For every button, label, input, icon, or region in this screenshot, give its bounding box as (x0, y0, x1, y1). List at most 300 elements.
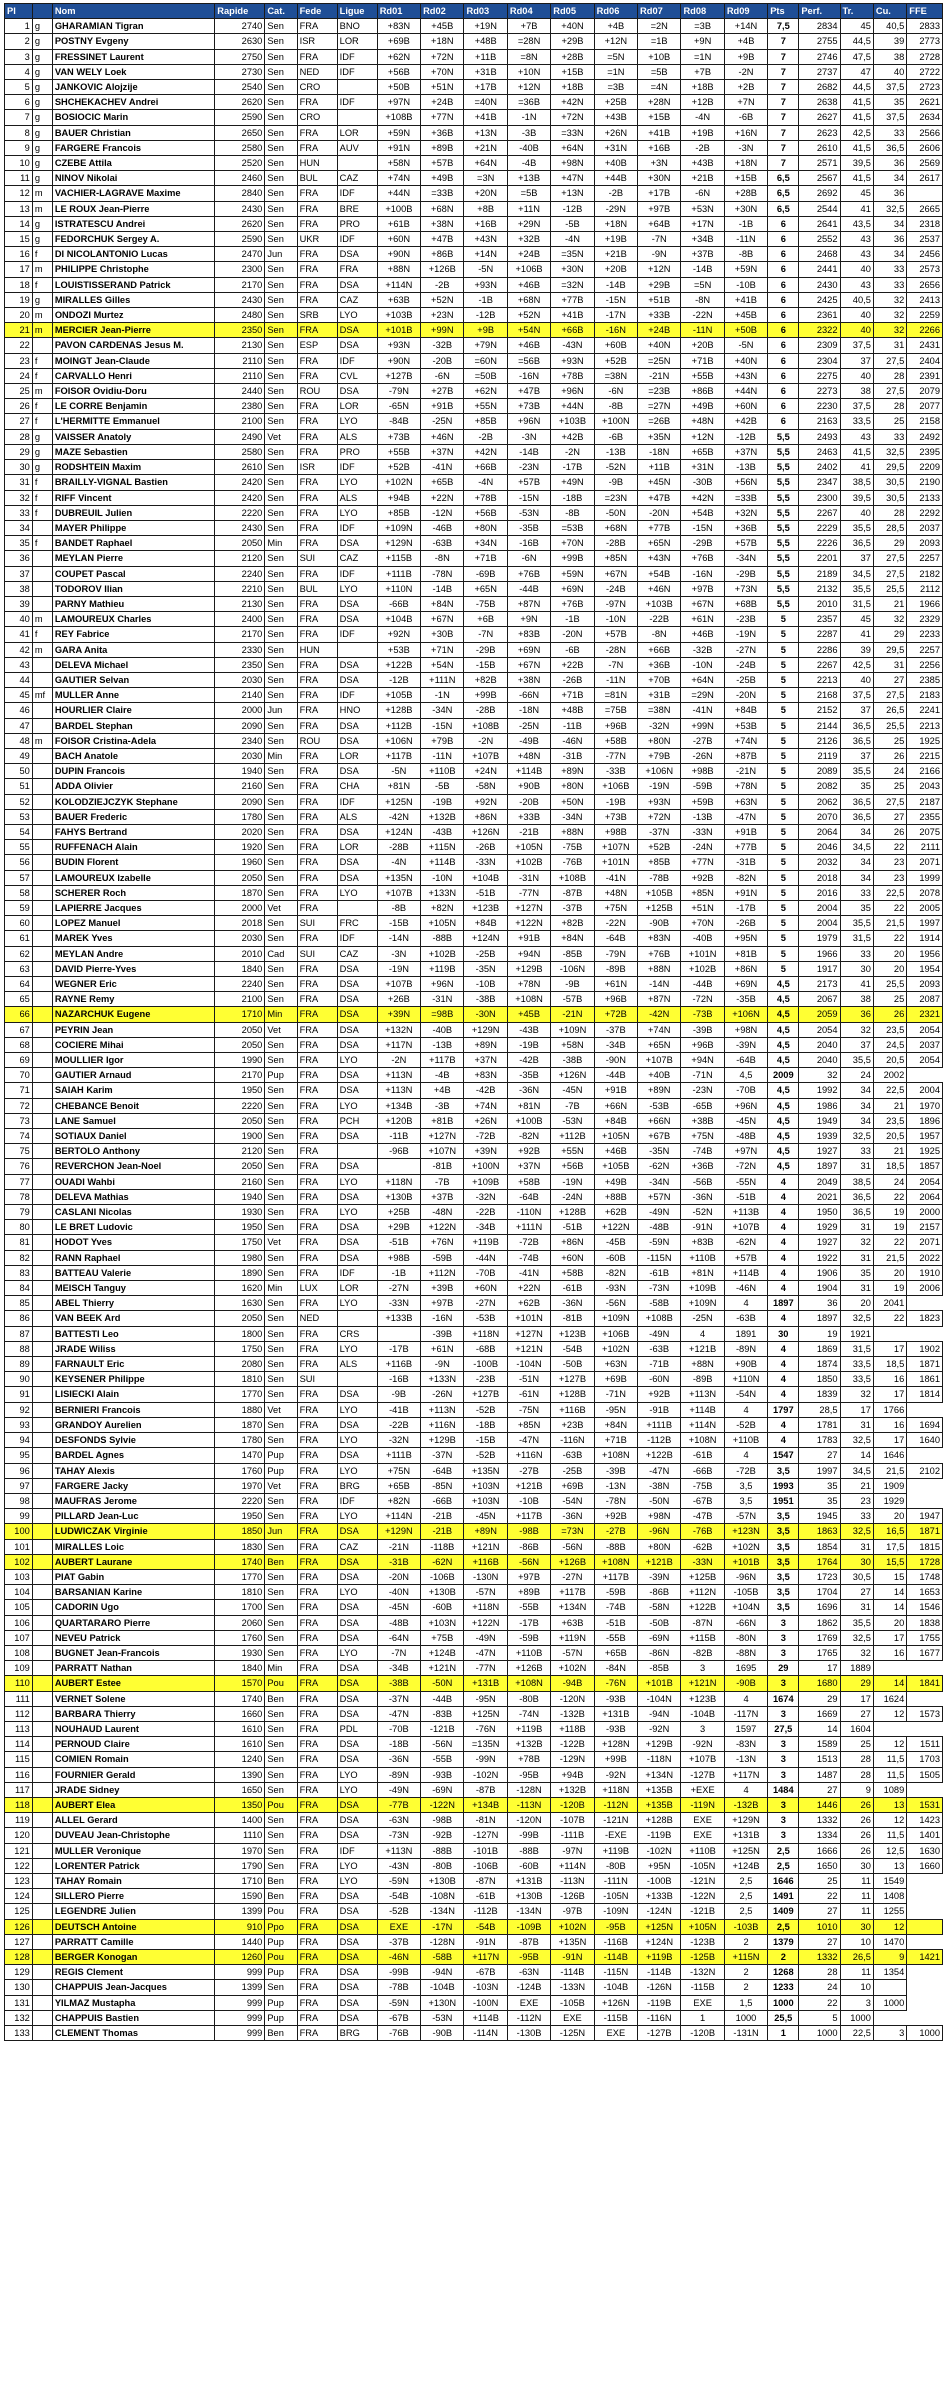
cell-name: LAPIERRE Jacques (52, 900, 214, 915)
cell-category: Sen (265, 596, 297, 611)
cell-points: 3,5 (768, 1600, 799, 1615)
cell-rating: 2030 (215, 931, 265, 946)
cell-title (32, 1554, 52, 1569)
cell-category: Ben (265, 2026, 297, 2041)
cell-round-5: +50N (551, 794, 594, 809)
cell-rating: 2590 (215, 232, 265, 247)
cell-ffe-rating: 1755 (907, 1630, 943, 1645)
cell-round-7: -19N (638, 779, 681, 794)
cell-name: MULLER Veronique (52, 1843, 214, 1858)
cell-league: DSA (337, 824, 377, 839)
cell-round-2: -21B (421, 1509, 464, 1524)
cell-round-8: +42N (681, 490, 724, 505)
cell-tiebreak: 35 (840, 779, 873, 794)
cell-rating: 1930 (215, 1645, 265, 1660)
cell-category: Sen (265, 961, 297, 976)
cell-category: Sen (265, 140, 297, 155)
cell-round-1: -17B (377, 1341, 420, 1356)
cell-league: DSA (337, 1007, 377, 1022)
cell-round-2: =98B (421, 1007, 464, 1022)
cell-title (32, 748, 52, 763)
cell-round-3: +79N (464, 338, 507, 353)
cell-performance: 2201 (799, 551, 840, 566)
cell-name: BERGER Konogan (52, 1950, 214, 1965)
cell-round-1: +109N (377, 520, 420, 535)
cell-round-4: -120N (507, 1813, 550, 1828)
cell-round-5: -36N (551, 1296, 594, 1311)
cell-ffe-rating: 1401 (907, 1828, 943, 1843)
cell-category: Min (265, 1007, 297, 1022)
cell-league: IDF (337, 627, 377, 642)
cell-rating: 1700 (215, 1600, 265, 1615)
cell-place: 3 (5, 49, 33, 64)
cell-round-3: -23B (464, 1372, 507, 1387)
cell-place: 81 (5, 1235, 33, 1250)
cell-name: PARRATT Camille (52, 1934, 214, 1949)
table-row (5, 323, 943, 338)
cell-tiebreak: 37 (840, 1037, 873, 1052)
cell-place: 106 (5, 1615, 33, 1630)
cell-performance: 1723 (799, 1569, 840, 1584)
cell-round-8: +18B (681, 80, 724, 95)
cell-round-6: +4B (594, 19, 637, 34)
cell-round-1: +102N (377, 475, 420, 490)
cell-performance: 2322 (799, 323, 840, 338)
cell-title (32, 1813, 52, 1828)
cell-round-3: -15B (464, 1433, 507, 1448)
cell-category: Sen (265, 672, 297, 687)
cell-performance: 1897 (799, 1311, 840, 1326)
cell-category: Sen (265, 292, 297, 307)
cell-round-4: +96N (507, 414, 550, 429)
cell-round-6: +46B (594, 1144, 637, 1159)
cell-tiebreak: 32,5 (840, 1630, 873, 1645)
cell-round-3: -10B (464, 977, 507, 992)
cell-round-6: +68N (594, 520, 637, 535)
cell-round-7: +74N (638, 1022, 681, 1037)
cell-round-9: +69N (724, 977, 767, 992)
cell-round-6: -55B (594, 1630, 637, 1645)
cell-tiebreak: 31,5 (840, 1341, 873, 1356)
cell-title (32, 1250, 52, 1265)
cell-rating: 1810 (215, 1372, 265, 1387)
cell-round-1: +114N (377, 1509, 420, 1524)
cell-league: DSA (337, 961, 377, 976)
cell-league: DSA (337, 992, 377, 1007)
cell-name: CZEBE Attila (52, 156, 214, 171)
cell-federation: FRA (297, 1767, 337, 1782)
cell-performance: 2040 (799, 1053, 840, 1068)
cell-round-9: -10B (724, 277, 767, 292)
cell-name: VAISSER Anatoly (52, 429, 214, 444)
cell-round-2: +89B (421, 140, 464, 155)
cell-title (32, 931, 52, 946)
cell-rating: 2120 (215, 1144, 265, 1159)
cell-round-3: -114N (464, 2026, 507, 2041)
cell-round-7: +41B (638, 125, 681, 140)
cell-points: 4 (768, 1265, 799, 1280)
table-row (5, 1144, 943, 1159)
cell-name: L'HERMITTE Emmanuel (52, 414, 214, 429)
cell-points: 1951 (768, 1493, 799, 1508)
cell-round-3: -127N (464, 1828, 507, 1843)
cell-category: Sen (265, 1357, 297, 1372)
cell-round-3: -91N (464, 1934, 507, 1949)
cell-ffe-rating: 1925 (907, 733, 943, 748)
cell-round-1: -54B (377, 1889, 420, 1904)
cell-round-6: -37B (594, 1022, 637, 1037)
cell-round-9: +91N (724, 885, 767, 900)
cell-round-5: -54N (551, 1493, 594, 1508)
cell-round-2: +117B (421, 1053, 464, 1068)
cell-title (32, 566, 52, 581)
cell-federation: FRA (297, 1509, 337, 1524)
cell-round-6: -116B (594, 1934, 637, 1949)
cell-round-2: +54N (421, 657, 464, 672)
cell-round-8: EXE (681, 1813, 724, 1828)
cell-round-5: -129N (551, 1752, 594, 1767)
cell-round-9: +42B (724, 414, 767, 429)
cell-points: 7 (768, 156, 799, 171)
cell-rating: 1780 (215, 809, 265, 824)
cell-category: Sen (265, 718, 297, 733)
cell-league: DSA (337, 1524, 377, 1539)
cell-place: 103 (5, 1569, 33, 1584)
cell-round-4: -20B (507, 794, 550, 809)
cell-ffe-rating: 2077 (907, 399, 943, 414)
cell-federation: FRA (297, 1797, 337, 1812)
cell-performance: 5 (799, 2010, 840, 2025)
cell-rating: 1760 (215, 1630, 265, 1645)
cell-ffe-rating: 1838 (907, 1615, 943, 1630)
cell-round-2: +61N (421, 1341, 464, 1356)
cell-place: 78 (5, 1189, 33, 1204)
cell-federation: BUL (297, 581, 337, 596)
cell-tiebreak: 34 (840, 1098, 873, 1113)
cell-tiebreak: 27 (840, 1706, 873, 1721)
cell-performance: 1869 (799, 1341, 840, 1356)
cell-rating: 2350 (215, 323, 265, 338)
cell-ffe-rating: 1861 (907, 1372, 943, 1387)
cell-round-2: +79B (421, 733, 464, 748)
cell-federation: FRA (297, 688, 337, 703)
cell-federation: CRO (297, 80, 337, 95)
cell-federation: FRA (297, 1007, 337, 1022)
cell-round-8: -36N (681, 1189, 724, 1204)
cell-round-5: =35N (551, 247, 594, 262)
cell-title: g (32, 232, 52, 247)
cell-round-4: -109B (507, 1919, 550, 1934)
cell-category: Sen (265, 627, 297, 642)
cell-place: 37 (5, 566, 33, 581)
cell-round-3: +62N (464, 384, 507, 399)
cell-round-5: -76B (551, 855, 594, 870)
cell-place: 19 (5, 292, 33, 307)
cell-round-3: +34N (464, 536, 507, 551)
cell-points: 7 (768, 140, 799, 155)
table-row (5, 581, 943, 596)
cell-performance: 1781 (799, 1417, 840, 1432)
cell-round-1: +63B (377, 292, 420, 307)
cell-ffe-rating: 2182 (907, 566, 943, 581)
table-row (5, 916, 943, 931)
cell-league: DSA (337, 764, 377, 779)
table-row (5, 657, 943, 672)
cell-round-3: =135N (464, 1737, 507, 1752)
cell-category: Sen (265, 338, 297, 353)
cell-league: LYO (337, 885, 377, 900)
table-row (5, 703, 943, 718)
cell-federation: FRA (297, 186, 337, 201)
cell-federation: FRA (297, 1524, 337, 1539)
cell-round-8: +76B (681, 551, 724, 566)
cell-tiebreak: 30 (840, 1554, 873, 1569)
cell-rating: 2170 (215, 277, 265, 292)
cell-performance: 2152 (799, 703, 840, 718)
cell-round-6: +44B (594, 171, 637, 186)
cell-rating: 2630 (215, 34, 265, 49)
cell-round-9: +4B (724, 34, 767, 49)
cell-federation: FRA (297, 1113, 337, 1128)
cell-category: Sen (265, 1645, 297, 1660)
cell-round-6: =5N (594, 49, 637, 64)
cell-round-3: +104B (464, 870, 507, 885)
cell-ffe-rating: 2078 (907, 885, 943, 900)
cell-round-6: -95N (594, 1402, 637, 1417)
cell-round-9: 1,5 (724, 1995, 767, 2010)
cell-points: 5 (768, 916, 799, 931)
cell-rating: 2080 (215, 1357, 265, 1372)
cell-place: 88 (5, 1341, 33, 1356)
cell-name: DAVID Pierre-Yves (52, 961, 214, 976)
cell-round-3: -27N (464, 1296, 507, 1311)
cell-cumulative: 32 (873, 292, 906, 307)
cell-round-1: +113N (377, 1843, 420, 1858)
cell-title: g (32, 292, 52, 307)
cell-round-2: +130B (421, 1873, 464, 1888)
cell-title (32, 946, 52, 961)
cell-round-5: -125N (551, 2026, 594, 2041)
cell-round-2: -69N (421, 1782, 464, 1797)
cell-round-7: =38N (638, 703, 681, 718)
cell-ffe-rating: 2166 (907, 764, 943, 779)
cell-round-9: +86N (724, 961, 767, 976)
cell-round-6: +118N (594, 1782, 637, 1797)
cell-round-1: -52B (377, 1904, 420, 1919)
cell-place: 72 (5, 1098, 33, 1113)
cell-ffe-rating: 2075 (907, 824, 943, 839)
cell-cumulative: 13 (873, 1797, 906, 1812)
cell-points: 2009 (768, 1068, 799, 1083)
cell-title (32, 1843, 52, 1858)
cell-ffe-rating: 2006 (907, 1281, 943, 1296)
cell-name: LE ROUX Jean-Pierre (52, 201, 214, 216)
cell-category: Pup (265, 1463, 297, 1478)
cell-round-3: -52B (464, 1448, 507, 1463)
cell-tiebreak: 34 (840, 824, 873, 839)
cell-rating: 1770 (215, 1387, 265, 1402)
cell-cumulative: 17 (873, 1387, 906, 1402)
cell-tiebreak: 27 (840, 1585, 873, 1600)
cell-round-4: -124B (507, 1980, 550, 1995)
cell-cumulative: 25 (873, 992, 906, 1007)
cell-round-6: -79N (594, 946, 637, 961)
cell-points: 3 (768, 1645, 799, 1660)
cell-round-9: -52B (724, 1417, 767, 1432)
cell-round-1: -76B (377, 2026, 420, 2041)
cell-round-4: +76B (507, 566, 550, 581)
cell-place: 17 (5, 262, 33, 277)
cell-name: BARBARA Thierry (52, 1706, 214, 1721)
cell-round-8: -66B (681, 1463, 724, 1478)
cell-title (32, 703, 52, 718)
cell-rating: 2580 (215, 444, 265, 459)
cell-place: 15 (5, 232, 33, 247)
cell-round-9: +117N (724, 1767, 767, 1782)
cell-place: 73 (5, 1113, 33, 1128)
cell-tiebreak: 33,5 (840, 1372, 873, 1387)
cell-place: 70 (5, 1068, 33, 1083)
cell-name: VACHIER-LAGRAVE Maxime (52, 186, 214, 201)
cell-round-7: +46N (638, 581, 681, 596)
cell-category: Ben (265, 1554, 297, 1569)
table-row (5, 232, 943, 247)
cell-title (32, 1357, 52, 1372)
cell-round-9: -35B (724, 992, 767, 1007)
cell-round-3: +66B (464, 460, 507, 475)
cell-ffe-rating: 2071 (907, 855, 943, 870)
cell-tiebreak: 31 (840, 1539, 873, 1554)
cell-ffe-rating: 1925 (907, 1144, 943, 1159)
cell-place: 7 (5, 110, 33, 125)
cell-round-7: -73N (638, 1281, 681, 1296)
cell-round-9: +60N (724, 399, 767, 414)
cell-category: Sen (265, 642, 297, 657)
cell-round-9: -11N (724, 232, 767, 247)
cell-round-6: +25B (594, 95, 637, 110)
cell-place: 82 (5, 1250, 33, 1265)
cell-round-4: -87B (507, 1934, 550, 1949)
cell-category: Sen (265, 870, 297, 885)
cell-place: 83 (5, 1265, 33, 1280)
cell-ffe-rating: 2071 (907, 1235, 943, 1250)
cell-league: DSA (337, 1995, 377, 2010)
cell-round-8: -14B (681, 262, 724, 277)
cell-performance: 2755 (799, 34, 840, 49)
cell-round-5: +66B (551, 323, 594, 338)
table-row (5, 201, 943, 216)
cell-round-3: +82B (464, 672, 507, 687)
cell-rating: 1710 (215, 1873, 265, 1888)
cell-rating: 1970 (215, 1478, 265, 1493)
cell-cumulative: 12 (873, 1919, 906, 1934)
cell-rating: 2000 (215, 703, 265, 718)
cell-federation: FRA (297, 596, 337, 611)
cell-ffe-rating: 1703 (907, 1752, 943, 1767)
cell-ffe-rating: 2111 (907, 840, 943, 855)
cell-name: MEISCH Tanguy (52, 1281, 214, 1296)
cell-round-1: -3N (377, 946, 420, 961)
cell-category: Min (265, 1281, 297, 1296)
cell-round-3: +99B (464, 688, 507, 703)
cell-points: 4 (768, 1174, 799, 1189)
cell-rating: 1770 (215, 1569, 265, 1584)
cell-place: 130 (5, 1980, 33, 1995)
cell-category: Sen (265, 657, 297, 672)
cell-ffe-rating: 2492 (907, 429, 943, 444)
cell-round-2: -94N (421, 1965, 464, 1980)
cell-cumulative: 18,5 (873, 1357, 906, 1372)
cell-round-4: -44B (507, 581, 550, 596)
cell-round-3: +107B (464, 748, 507, 763)
cell-round-9: +129N (724, 1813, 767, 1828)
cell-round-1: -37N (377, 1691, 420, 1706)
cell-tiebreak: 43 (840, 232, 873, 247)
cell-name: BANDET Raphael (52, 536, 214, 551)
cell-round-5: +63B (551, 1615, 594, 1630)
cell-round-8: -26N (681, 748, 724, 763)
cell-cumulative: 25,5 (873, 977, 906, 992)
cell-round-5: -122B (551, 1737, 594, 1752)
cell-round-1: -73N (377, 1828, 420, 1843)
cell-performance: 1966 (799, 946, 840, 961)
cell-cumulative: 20,5 (873, 1053, 906, 1068)
cell-ffe-rating: 2158 (907, 414, 943, 429)
cell-round-5: -81B (551, 1311, 594, 1326)
cell-round-4: -130B (507, 2026, 550, 2041)
cell-tiebreak: 35 (840, 900, 873, 915)
cell-place: 115 (5, 1752, 33, 1767)
cell-tiebreak: 33 (840, 1144, 873, 1159)
cell-title (32, 1965, 52, 1980)
cell-round-7: +47B (638, 490, 681, 505)
cell-round-3: -100B (464, 1357, 507, 1372)
cell-rating: 1620 (215, 1281, 265, 1296)
cell-rating: 1630 (215, 1296, 265, 1311)
cell-round-6: -114B (594, 1950, 637, 1965)
cell-league: CHA (337, 779, 377, 794)
cell-round-4: +81N (507, 1098, 550, 1113)
cell-points: 5 (768, 688, 799, 703)
cell-round-1: -65N (377, 399, 420, 414)
cell-round-2: -10N (421, 870, 464, 885)
cell-cumulative: 37,5 (873, 110, 906, 125)
cell-round-6: -90N (594, 1053, 637, 1068)
cell-league: CRS (337, 1326, 377, 1341)
cell-points: 3 (768, 1767, 799, 1782)
cell-round-7: =27N (638, 399, 681, 414)
cell-category: Vet (265, 1235, 297, 1250)
table-row (5, 1676, 943, 1691)
cell-round-2: -34N (421, 703, 464, 718)
cell-performance: 1010 (799, 1919, 840, 1934)
cell-tiebreak: 45 (840, 19, 873, 34)
cell-round-3: +8B (464, 201, 507, 216)
cell-place: 123 (5, 1873, 33, 1888)
cell-cumulative: 24,5 (873, 1037, 906, 1052)
cell-round-5: -116N (551, 1433, 594, 1448)
cell-round-6: -6B (594, 429, 637, 444)
cell-performance: 1000 (799, 2026, 840, 2041)
cell-tiebreak: 32 (840, 1645, 873, 1660)
cell-performance: 2046 (799, 840, 840, 855)
cell-round-7: -38N (638, 1478, 681, 1493)
cell-round-3: -5N (464, 262, 507, 277)
cell-round-3: -30N (464, 1007, 507, 1022)
cell-round-8: -92N (681, 1737, 724, 1752)
cell-round-7: +29B (638, 277, 681, 292)
cell-ffe-rating: 2728 (907, 49, 943, 64)
